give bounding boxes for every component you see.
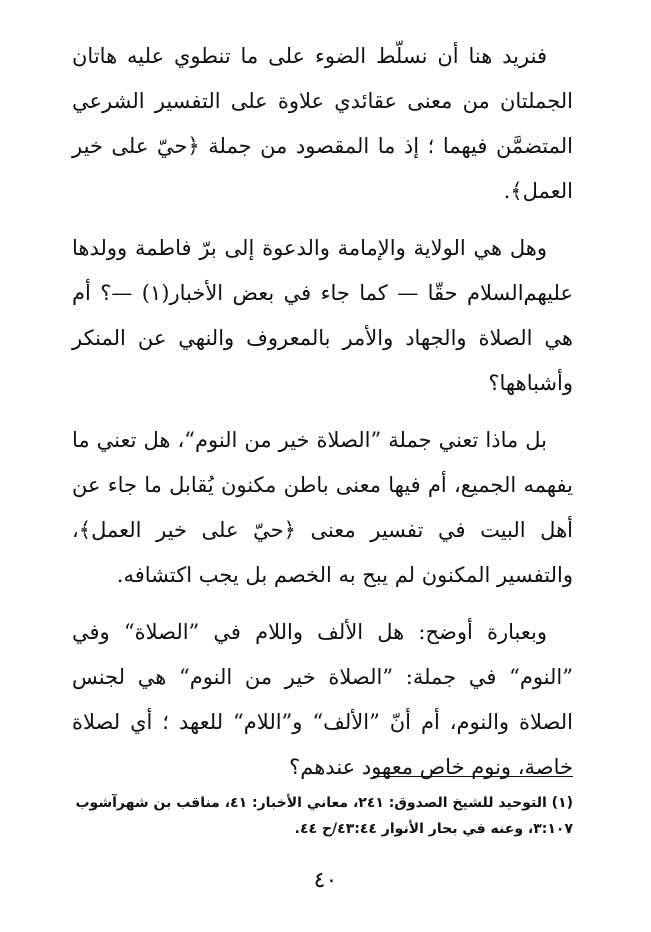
footnote-divider xyxy=(373,776,573,777)
paragraph-3: بل ماذا تعني جملة ”الصلاة خير من النوم“، هل تعني ما يفهمه الجميع، أم فيها معنى باطن مكنون يُقابل ما جاء عن أهل البيت في تفسير معنى ﴿حيّ على خير العمل﴾، والتفسير المكنون لم يبح به الخصم بل يجب اكتشافه. xyxy=(72,428,573,587)
main-text xyxy=(72,34,573,802)
page-number: ٤٠ xyxy=(313,868,338,893)
paragraph-1: فنريد هنا أن نسلّط الضوء على ما تنطوي عليه هاتان الجملتان من معنى عقائدي علاوة على التفسير الشرعي المتضمَّن فيهما ؛ إذ ما المقصود من جملة ﴿حيّ على خير العمل﴾. xyxy=(72,44,573,203)
footnotes xyxy=(72,790,573,842)
paragraph-2: وهل هي الولاية والإمامة والدعوة إلى برّ فاطمة وولدها عليهم‌السلام حقّا — كما جاء في بعض الأخبار(١) —؟ أم هي الصلاة والجهاد والأمر بالمعروف والنهي عن المنكر وأشباهها؟ xyxy=(72,236,573,395)
paragraph-4: وبعبارة أوضح: هل الألف واللام في ”الصلاة“ وفي ”النوم“ في جملة: ”الصلاة خير من النوم“ هي لجنس الصلاة والنوم، أم أنّ ”الألف“ و”اللام“ للعهد ؛ أي لصلاة خاصة، ونوم خاص معهود عندهم؟ xyxy=(72,620,573,779)
footnote-1: (١) التوحيد للشيخ الصدوق: ٢٤١، معاني الأخبار: ٤١، مناقب بن شهرآشوب ٣:١٠٧، وعنه في بحار الأنوار ٤٣:٤٤/ح ٤٤. xyxy=(75,795,573,837)
